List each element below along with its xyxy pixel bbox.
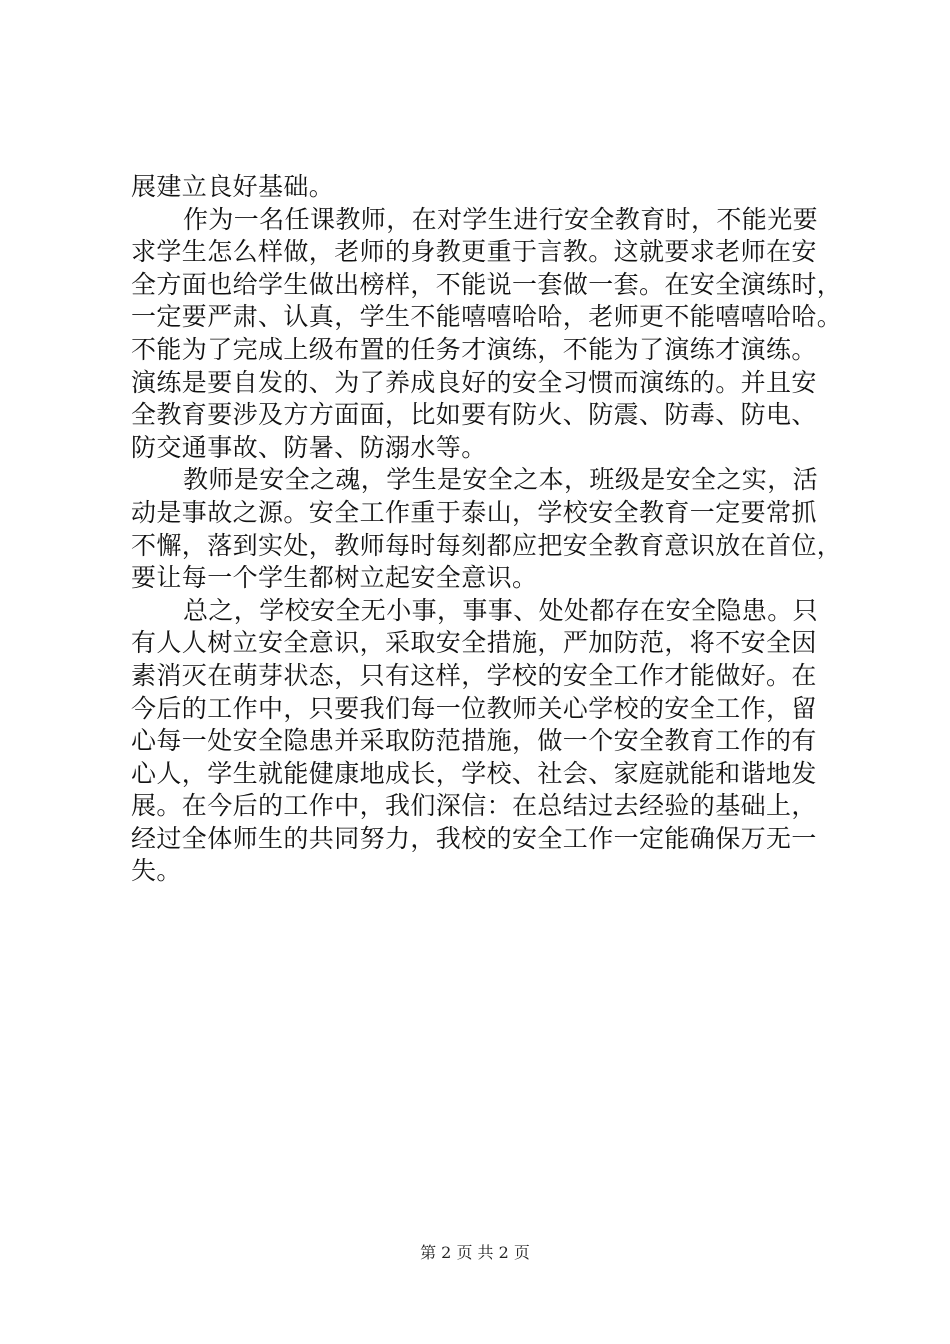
text-line: 一定要严肃、认真，学生不能嘻嘻哈哈，老师更不能嘻嘻哈哈。 bbox=[131, 302, 843, 332]
text-line: 经过全体师生的共同努力，我校的安全工作一定能确保万无一 bbox=[131, 823, 817, 853]
text-line: 今后的工作中，只要我们每一位教师关心学校的安全工作，留 bbox=[131, 693, 817, 723]
text-line: 防交通事故、防暑、防溺水等。 bbox=[131, 432, 487, 462]
text-line: 全方面也给学生做出榜样，不能说一套做一套。在安全演练时， bbox=[131, 269, 843, 299]
text-line: 失。 bbox=[131, 856, 182, 886]
text-line: 心每一处安全隐患并采取防范措施，做一个安全教育工作的有 bbox=[131, 726, 817, 756]
paragraph-start-line: 作为一名任课教师，在对学生进行安全教育时，不能光要 bbox=[183, 204, 819, 234]
text-line: 不能为了完成上级布置的任务才演练，不能为了演练才演练。 bbox=[131, 334, 817, 364]
text-line: 要让每一个学生都树立起安全意识。 bbox=[131, 563, 538, 593]
text-line: 展。在今后的工作中，我们深信：在总结过去经验的基础上， bbox=[131, 791, 817, 821]
text-line: 全教育要涉及方方面面，比如要有防火、防震、防毒、防电、 bbox=[131, 400, 817, 430]
text-line: 求学生怎么样做，老师的身教更重于言教。这就要求老师在安 bbox=[131, 237, 817, 267]
paragraph-start-line: 教师是安全之魂，学生是安全之本，班级是安全之实，活 bbox=[183, 465, 819, 495]
text-line: 素消灭在萌芽状态，只有这样，学校的安全工作才能做好。在 bbox=[131, 660, 817, 690]
text-line: 不懈，落到实处，教师每时每刻都应把安全教育意识放在首位， bbox=[131, 530, 843, 560]
text-line: 动是事故之源。安全工作重于泰山，学校安全教育一定要常抓 bbox=[131, 497, 817, 527]
text-line: 有人人树立安全意识，采取安全措施，严加防范，将不安全因 bbox=[131, 628, 817, 658]
paragraph-start-line: 总之，学校安全无小事，事事、处处都存在安全隐患。只 bbox=[183, 595, 819, 625]
page-number-footer: 第 2 页 共 2 页 bbox=[420, 1243, 530, 1262]
text-line: 展建立良好基础。 bbox=[131, 172, 335, 201]
text-line: 演练是要自发的、为了养成良好的安全习惯而演练的。并且安 bbox=[131, 367, 817, 397]
document-body bbox=[131, 171, 851, 888]
text-line: 心人，学生就能健康地成长，学校、社会、家庭就能和谐地发 bbox=[131, 758, 817, 788]
